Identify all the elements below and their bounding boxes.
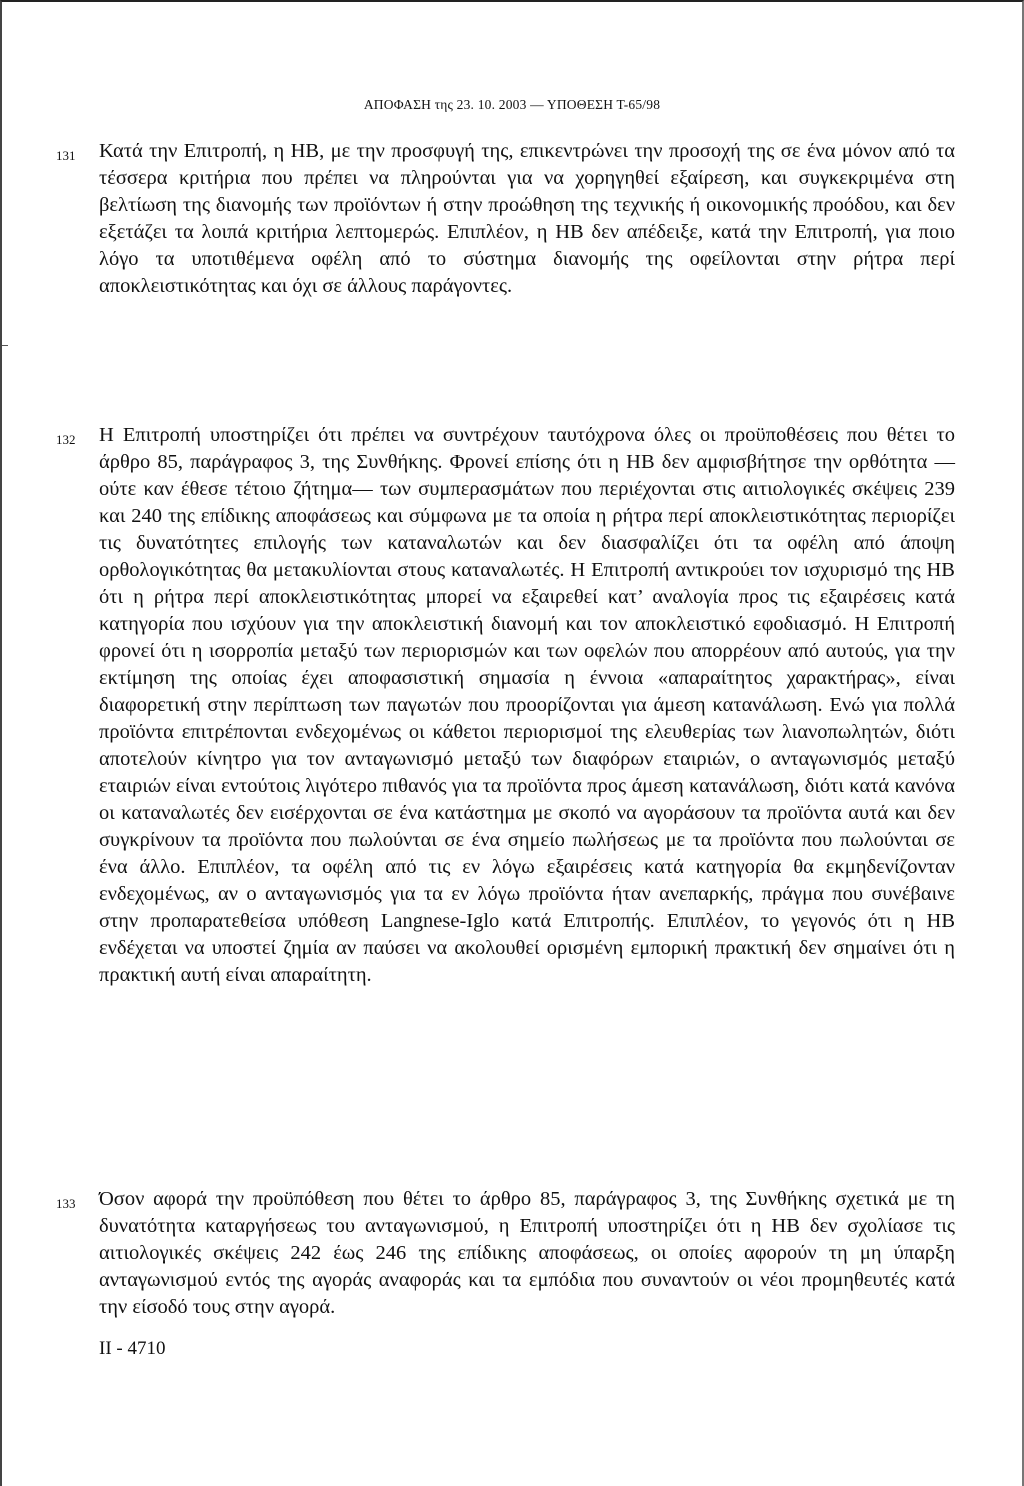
paragraph-text: Κατά την Επιτροπή, η HB, με την προσφυγή της, επικεντρώνει την προσοχή της σε ένα μόνον από τα τέσσερα κριτήρια που πρέπει να πληρούνται για να χορηγηθεί εξαίρεση, και συγκεκριμένα στη βελτίωση της διανομής των προϊόντων ή στην προώθηση της τεχνικής ή οικονομικής προόδου, και δεν εξετάζει τα λοιπά κριτήρια λεπτομερώς. Επιπλέον, η HB δεν απέδειξε, κατά την Επιτροπή, για ποιο λόγο τα υποτιθέμενα οφέλη από το σύστημα διανομής της οφείλονται στην ρήτρα περί αποκλειστικότητας και όχι σε άλλους παράγοντες. [99,140,955,297]
margin-mark [2,345,8,346]
page-header: ΑΠΟΦΑΣΗ της 23. 10. 2003 — ΥΠΟΘΕΣΗ Τ-65/98 [363,97,661,112]
paragraph-number: 133 [56,1196,76,1211]
paragraph-number: 132 [56,432,76,447]
paragraph-text: Όσον αφορά την προϋπόθεση που θέτει το άρθρο 85, παράγραφος 3, της Συνθήκης σχετικά με τη δυνατότητα καταργήσεως του ανταγωνισμού, η Επιτροπή υποστηρίζει ότι η HB δεν σχολίασε τις αιτιολογικές σκέψεις 242 έως 246 της επίδικης αποφάσεως, οι οποίες αφορούν τη μη ύπαρξη ανταγωνισμού εντός της αγοράς αναφοράς και τα εμπόδια που συναντούν οι νέοι προμηθευτές κατά την είσοδό τους στην αγορά. [99,1188,955,1318]
page-number: II - 4710 [99,1338,166,1359]
paragraph-number: 131 [56,148,76,163]
paragraph-text: Η Επιτροπή υποστηρίζει ότι πρέπει να συντρέχουν ταυτόχρονα όλες οι προϋποθέσεις που θέτει το άρθρο 85, παράγραφος 3, της Συνθήκης. Φρονεί επίσης ότι η HB δεν αμφισβήτησε την ορθότητα —ούτε καν έθεσε τέτοιο ζήτημα— των συμπερασμάτων που περιέχονται στις αιτιολογικές σκέψεις 239 και 240 της επίδικης αποφάσεως και σύμφωνα με τα οποία η ρήτρα περί αποκλειστικότητας περιορίζει τις δυνατότητες επιλογής των καταναλωτών και δεν διασφαλίζει ότι τα οφέλη από άποψη ορθολογικότητας θα μετακυλίονται στους καταναλωτές. Η Επιτροπή αντικρούει τον ισχυρισμό της HB ότι η ρήτρα περί αποκλειστικότητας μπορεί να εξαιρεθεί κατ’ αναλογία προς τις εξαιρέσεις κατά κατηγορία που ισχύουν για την αποκλειστική διανομή και τον αποκλειστικό εφοδιασμό. Η Επιτροπή φρονεί ότι η ισορροπία μεταξύ των περιορισμών και των οφελών που απορρέουν από αυτούς, για την εκτίμηση της οποίας έχει αποφασιστική σημασία η έννοια «απαραίτητος χαρακτήρας», είναι διαφορετική στην περίπτωση των παγωτών που προορίζονται για άμεση κατανάλωση. Ενώ για πολλά προϊόντα επιτρέπονται ενδεχομένως οι κάθετοι περιορισμοί της ελευθερίας των λιανοπωλητών, διότι αποτελούν κίνητρο για τον ανταγωνισμό μεταξύ των διαφόρων εταιριών, ο ανταγωνισμός μεταξύ εταιριών είναι εντούτοις λιγότερο πιθανός για τα προϊόντα προς άμεση κατανάλωση, διότι κατά κανόνα οι καταναλωτές δεν εισέρχονται σε ένα κατάστημα με σκοπό να αγοράσουν τα προϊόντα αυτά και δεν συγκρίνουν τα προϊόντα που πωλούνται σε ένα σημείο πωλήσεως με τα προϊόντα που πωλούνται σε ένα άλλο. Επιπλέον, τα οφέλη από τις εν λόγω εξαιρέσεις κατά κατηγορία θα εκμηδενίζονταν ενδεχομένως, αν ο ανταγωνισμός για τα εν λόγω προϊόντα ήταν ανεπαρκής, πράγμα που συνέβαινε στην προπαρατεθείσα υπόθεση Langnese-Iglo κατά Επιτροπής. Επιπλέον, το γεγονός ότι η HB ενδέχεται να υποστεί ζημία αν παύσει να ακολουθεί ορισμένη εμπορική πρακτική δεν σημαίνει ότι η πρακτική αυτή είναι απαραίτητη. [99,424,955,986]
